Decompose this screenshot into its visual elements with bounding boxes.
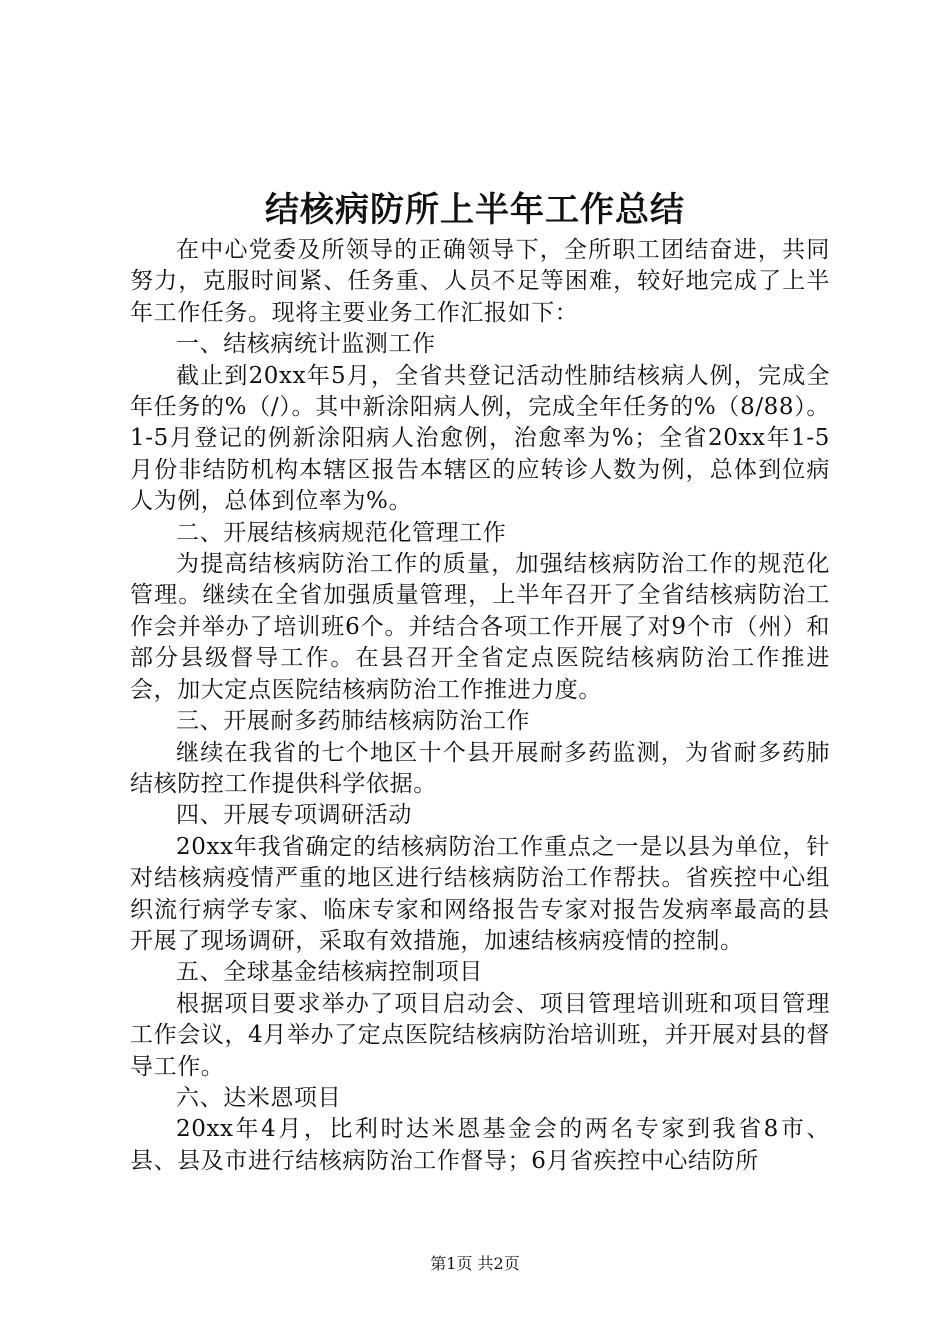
section-paragraph-1: 截止到20xx年5月，全省共登记活动性肺结核病人例，完成全年任务的%（/）。其中新涂阳病人例，完成全年任务的%（8/88）。1-5月登记的例新涂阳病人治愈例，治愈率为%；全省20xx年1-5月份非结防机构本辖区报告本辖区的应转诊人数为例，总体到位病人为例，总体到位率为%。: [130, 362, 830, 515]
section-paragraph-6: 20xx年4月，比利时达米恩基金会的两名专家到我省8市、县、县及市进行结核病防治工作督导；6月省疾控中心结防所: [130, 1116, 830, 1174]
intro-paragraph: 在中心党委及所领导的正确领导下，全所职工团结奋进，共同努力，克服时间紧、任务重、人员不足等困难，较好地完成了上半年工作任务。现将主要业务工作汇报如下：: [130, 237, 830, 326]
section-heading-4: 四、开展专项调研活动: [176, 802, 412, 829]
section-paragraph-4: 20xx年我省确定的结核病防治工作重点之一是以县为单位，针对结核病疫情严重的地区进行结核病防治工作帮扶。省疾控中心组织流行病学专家、临床专家和网络报告专家对报告发病率最高的县开展了现场调研，采取有效措施，加速结核病疫情的控制。: [130, 833, 830, 954]
section-heading-3: 三、开展耐多药肺结核病防治工作: [176, 708, 530, 735]
section-paragraph-5: 根据项目要求举办了项目启动会、项目管理培训班和项目管理工作会议，4月举办了定点医院结核病防治培训班，并开展对县的督导工作。: [130, 990, 830, 1080]
section-heading-2: 二、开展结核病规范化管理工作: [176, 519, 507, 546]
document-title: 结核病防所上半年工作总结: [265, 190, 685, 230]
section-paragraph-2: 为提高结核病防治工作的质量，加强结核病防治工作的规范化管理。继续在全省加强质量管理，上半年召开了全省结核病防治工作会并举办了培训班6个。并结合各项工作开展了对9个市（州）和部分县级督导工作。在县召开全省定点医院结核病防治工作推进会，加大定点医院结核病防治工作推进力度。: [130, 551, 830, 703]
section-heading-1: 一、结核病统计监测工作: [176, 331, 436, 358]
section-paragraph-3: 继续在我省的七个地区十个县开展耐多药监测，为省耐多药肺结核防控工作提供科学依据。: [130, 739, 830, 797]
document-body: [130, 235, 830, 1177]
page-footer: 第1页 共2页: [430, 1254, 520, 1273]
section-heading-5: 五、全球基金结核病控制项目: [176, 959, 483, 986]
section-heading-6: 六、达米恩项目: [176, 1084, 342, 1111]
